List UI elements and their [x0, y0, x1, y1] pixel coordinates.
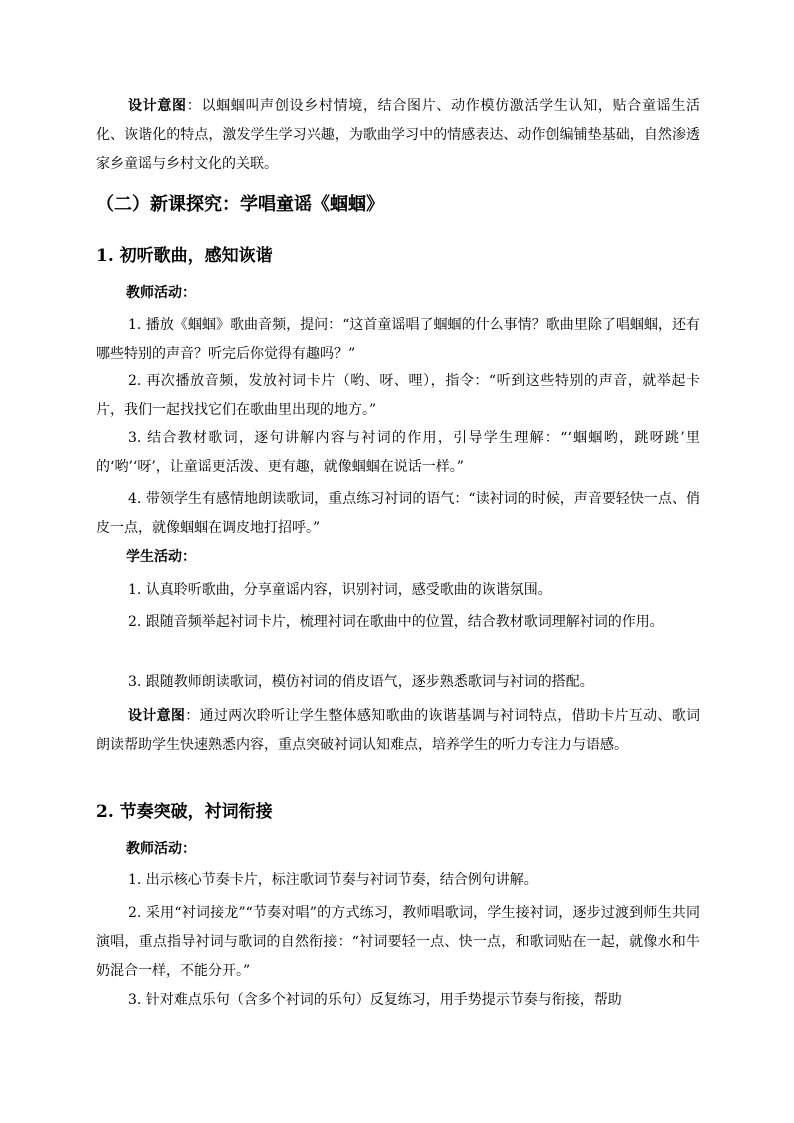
part2-teacher-item-1: 1. 出示核心节奏卡片，标注歌词节奏与衬词节奏，结合例句讲解。 [128, 872, 538, 888]
part1-teacher-item-4: 4. 带领学生有感情地朗读歌词，重点练习衬词的语气：“读衬词的时候，声音要轻快一点、俏皮一点，就像蝈蝈在调皮地打招呼。” [96, 491, 700, 536]
part1-student-item-3: 3. 跟随教师朗读歌词，模仿衬词的俏皮语气，逐步熟悉歌词与衬词的搭配。 [128, 674, 594, 690]
part2-teacher-item-2: 2. 采用“衬词接龙”“节奏对唱”的方式练习，教师唱歌词，学生接衬词，逐步过渡到师生共同演唱，重点指导衬词与歌词的自然衔接：“衬词要轻一点、快一点，和歌词贴在一起，就像水和牛奶混合一样，不能分开。” [96, 905, 700, 979]
design-intent-paragraph-1: 设计意图：以蝈蝈叫声创设乡村情境，结合图片、动作模仿激活学生认知，贴合童谣生活化、诙谐化的特点，激发学生学习兴趣，为歌曲学习中的情感表达、动作创编铺垫基础，自然渗透家乡童谣与乡村文化的关联。 [96, 98, 701, 172]
part1-design-intent: 设计意图：通过两次聆听让学生整体感知歌曲的诙谐基调与衬词特点，借助卡片互动、歌词朗读帮助学生快速熟悉内容，重点突破衬词认知难点，培养学生的听力专注力与语感。 [96, 708, 701, 753]
part1-teacher-item-2: 2. 再次播放音频，发放衬词卡片（哟、呀、哩），指令：“听到这些特别的声音，就举起卡片，我们一起找找它们在歌曲里出现的地方。” [96, 373, 700, 418]
part1-intent-label: 设计意图 [128, 708, 186, 724]
part2-teacher-item-3: 3. 针对难点乐句（含多个衬词的乐句）反复练习，用手势提示节奏与衔接，帮助 [128, 992, 622, 1008]
part2-title: 2. 节奏突破，衬词衔接 [96, 802, 273, 822]
part2-teacher-label: 教师活动： [126, 841, 196, 857]
part1-teacher-label: 教师活动： [126, 285, 196, 301]
design-intent-label: 设计意图 [128, 98, 187, 114]
part1-teacher-item-3: 3. 结合教材歌词，逐句讲解内容与衬词的作用，引导学生理解：“‘蝈蝈哟，跳呀跳’里的‘哟’‘呀’，让童谣更活泼、更有趣，就像蝈蝈在说话一样。” [96, 430, 700, 475]
part1-intent-text: 通过两次聆听让学生整体感知歌曲的诙谐基调与衬词特点，借助卡片互动、歌词朗读帮助学生快速熟悉内容，重点突破衬词认知难点，培养学生的听力专注力与语感。 [96, 708, 701, 753]
part1-teacher-item-1: 1. 播放《蝈蝈》歌曲音频，提问：“这首童谣唱了蝈蝈的什么事情？歌曲里除了唱蝈蝈，还有哪些特别的声音？听完后你觉得有趣吗？” [96, 317, 700, 362]
section-title: （二）新课探究：学唱童谣《蝈蝈》 [96, 194, 384, 215]
design-intent-text: 以蝈蝈叫声创设乡村情境，结合图片、动作模仿激活学生认知，贴合童谣生活化、诙谐化的特点，激发学生学习兴趣，为歌曲学习中的情感表达、动作创编铺垫基础，自然渗透家乡童谣与乡村文化的关联。 [96, 98, 701, 172]
part1-student-item-1: 1. 认真聆听歌曲，分享童谣内容，识别衬词，感受歌曲的诙谐氛围。 [128, 582, 552, 598]
part1-student-item-2: 2. 跟随音频举起衬词卡片，梳理衬词在歌曲中的位置，结合教材歌词理解衬词的作用。 [128, 614, 664, 630]
part1-student-label: 学生活动： [126, 549, 196, 565]
part1-title: 1. 初听歌曲，感知诙谐 [96, 246, 273, 266]
